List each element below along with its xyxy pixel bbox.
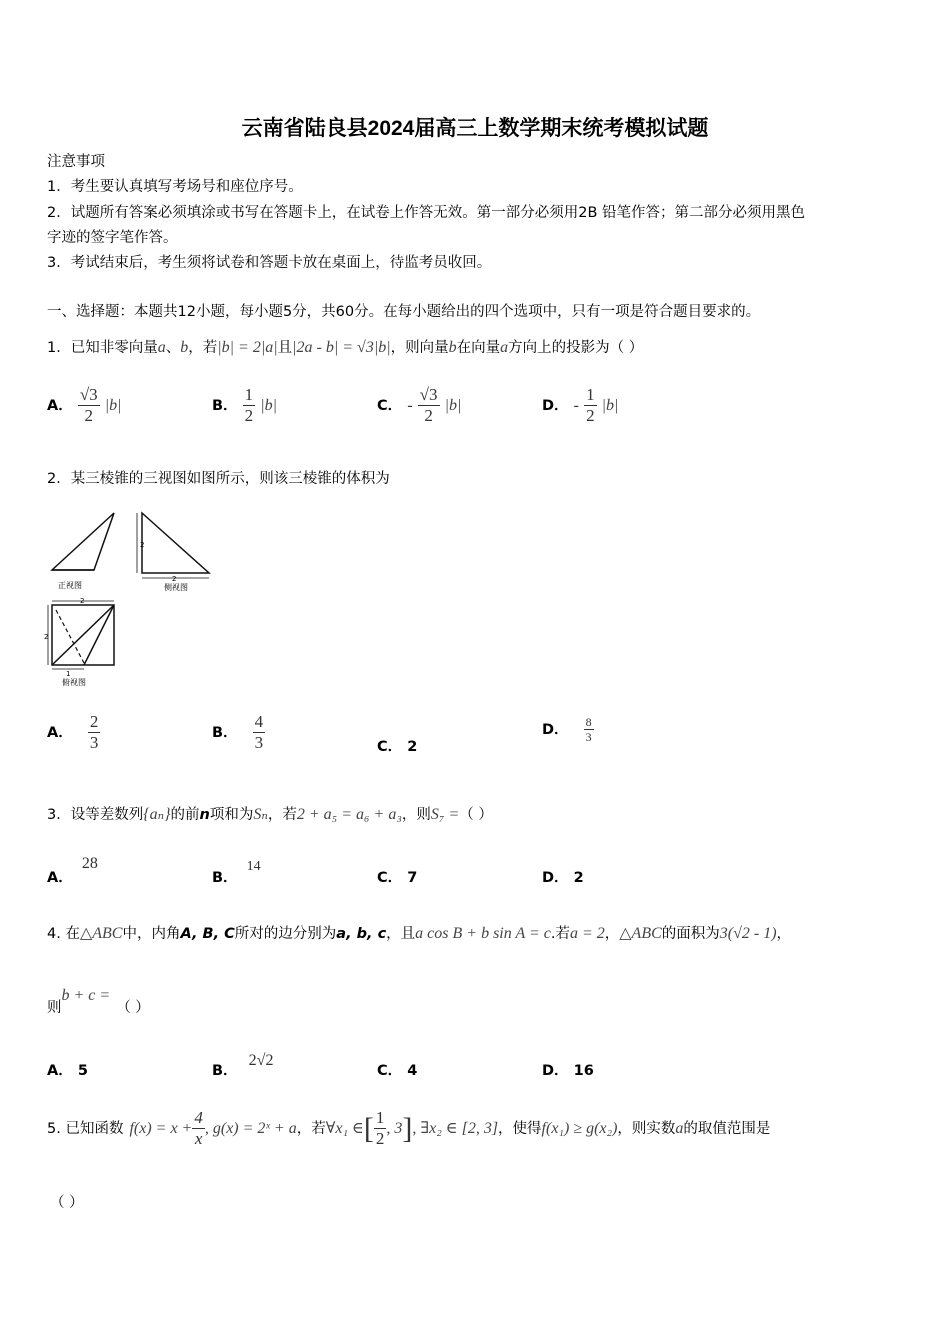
q3-option-d[interactable] [542,866,584,887]
option-value: 7 [407,870,418,886]
option-label: C． [377,739,403,755]
q4-text: ， [776,926,792,942]
q5-text: ，使得 [498,1120,542,1137]
option-value: 28 [81,855,98,872]
q5-text: ，若 [296,1120,326,1137]
q3-equation: 2 + a₅ = a₆ + a₃ [296,806,402,823]
q4-a-value: a = 2 [569,925,605,942]
question-4 [47,924,791,944]
top-base-dim: 1 [66,670,71,678]
q5-g: , g(x) = 2ˣ + a [204,1119,297,1137]
q5-text: ，则实数 [617,1120,676,1137]
q3-text: 项和为 [209,807,254,823]
side-height-dim: 2 [140,541,145,549]
q5-f-fraction: $\frac{4}{x}$ [194,1108,203,1148]
q5-text: 5. 已知函数 [47,1120,124,1137]
option-fraction: $\frac{8}{3}$ [585,715,592,744]
q4-option-c[interactable] [377,1059,417,1080]
q2-option-c[interactable] [377,735,417,756]
q1-var-a: a [157,339,166,356]
option-label: A． [47,870,73,886]
q1-condition-1: |b| = 2|a| [217,339,278,356]
q2-option-a[interactable] [47,712,100,753]
option-label: A． [47,1063,73,1079]
q4-text: （ ） [116,1000,150,1016]
q3-text: ，若 [267,807,297,823]
front-view-label: 正视图 [58,581,82,590]
q3-sequence: {aₙ} [143,806,171,823]
q1-text: 1．已知非零向量 [47,340,158,356]
option-fraction: $\frac{4}{3}$ [254,712,264,752]
notice-item-1: 1．考生要认真填写考场号和座位序号。 [47,179,303,195]
option-vector: |b| [444,397,462,414]
q1-text: ，则向量 [390,340,449,356]
q3-option-c[interactable] [377,866,417,887]
option-label: D． [542,722,569,738]
q4-triangle: △ABC [619,925,662,942]
option-label: B． [212,725,238,741]
option-label: A． [47,725,73,741]
option-label: A． [47,398,73,414]
q5-interval-end: , 3 [386,1119,403,1137]
q5-var-a: a [675,1119,684,1137]
option-fraction: $\frac{2}{3}$ [89,712,99,752]
option-label: D． [542,1063,569,1079]
q5-answer-paren: （ ） [50,1195,84,1211]
option-label: D． [542,870,569,886]
q1-condition-2: |2a - b| = √3|b| [292,339,391,356]
side-width-dim: 2 [172,575,177,583]
option-vector: |b| [260,397,278,414]
option-label: B． [212,1063,238,1079]
q1-text: 且 [277,340,293,356]
notice-heading: 注意事项 [47,154,105,170]
q1-option-d[interactable]: D． - $\frac{1}{2}$ |b| [542,385,619,425]
q1-option-b[interactable] [212,385,277,426]
notice-item-2-cont: 字迹的签字笔作答。 [47,230,178,246]
q1-sep: 、 [165,340,181,356]
q4-text: 的面积为 [661,926,720,942]
q3-s7: S₇ = [430,806,460,823]
option-fraction: $\frac{1}{2}$ [244,385,254,425]
section-heading: 一、选择题：本题共12小题，每小题5分，共60分。在每小题给出的四个选项中，只有一项是符合题目要求的。 [47,304,761,320]
top-view [48,601,114,669]
q2-option-b[interactable] [212,712,265,753]
q1-text: ，若 [188,340,218,356]
q4-option-b[interactable] [212,1052,274,1080]
notice-item-3: 3．考试结束后，考生须将试卷和答题卡放在桌面上，待监考员收回。 [47,255,492,271]
q4-text: ，且 [386,926,416,942]
option-label: C． [377,1063,403,1079]
q4-text: .若 [550,926,570,942]
q1-var-a: a [500,339,509,356]
option-value: 2 [407,739,418,755]
q3-sum: Sₙ [253,806,268,823]
q3-text: （ ） [459,807,493,823]
option-value: 2 [573,870,584,886]
q4-triangle: △ABC [79,925,123,942]
q2-option-d[interactable] [542,715,594,744]
side-view [137,513,209,578]
page-title: 云南省陆良县2024届高三上数学期末统考模拟试题 [241,117,709,140]
question-4-cont [47,987,150,1018]
option-value: 5 [77,1063,88,1079]
q4-bc: b + c = [61,987,111,1004]
q3-text: ，则 [401,807,431,823]
q1-var-b: b [180,339,189,356]
top-view-label: 俯视图 [62,678,86,687]
q4-option-a[interactable] [47,1059,88,1080]
q4-angles: A, B, C [180,926,235,942]
q4-text: 则 [47,1000,62,1016]
option-value: 16 [573,1063,594,1079]
option-label: C． [377,870,403,886]
q1-option-c[interactable]: C． - $\frac{√3}{2}$ |b| [377,385,462,425]
q4-text: 所对的边分别为 [234,926,337,942]
q4-text: ， [604,926,620,942]
option-fraction: $\frac{1}{2}$ [586,385,595,425]
option-value: 2√2 [248,1052,274,1069]
q1-text: 在向量 [456,340,501,356]
q1-option-a[interactable] [47,385,122,426]
q5-f: f(x) = x + [129,1119,193,1137]
q3-option-b[interactable] [212,859,261,887]
q1-var-b: b [448,339,457,356]
option-fraction: $\frac{√3}{2}$ [419,385,438,425]
q5-forall: ∀x₁ ∈ [325,1119,364,1137]
q4-option-d[interactable] [542,1059,594,1080]
q5-inequality: f(x₁) ≥ g(x₂) [541,1119,618,1137]
question-5: 5. 已知函数 f(x) = x + $\frac{4}{x}$ , g(x) = 2ˣ + a ，若 ∀x₁ ∈ [ $\frac{1}{2}$ , 3 ] , ∃x₂ ∈ [2, 3] ，使得 f(x₁) ≥ g(x₂) ，则实数 a 的取值范围是 [47,1108,771,1148]
q3-text: 3．设等差数列 [47,807,144,823]
option-label: B． [212,398,238,414]
side-view-label: 侧视图 [164,583,188,592]
top-height-dim: 2 [44,633,49,641]
q5-text: 的取值范围是 [683,1120,771,1137]
q3-text: 的前 [170,807,200,823]
option-label: C． [377,398,403,414]
q3-n: n [199,807,210,823]
option-label: D． [542,398,569,414]
option-vector: |b| [601,397,619,414]
q4-equation: a cos B + b sin A = c [415,925,551,942]
front-view [52,513,114,570]
q1-text: 方向上的投影为（ ） [508,340,644,356]
question-3 [47,805,493,825]
top-width-dim: 2 [80,597,85,605]
option-vector: |b| [104,397,122,414]
q5-exists: , ∃x₂ ∈ [2, 3] [412,1119,499,1137]
question-2: 2．某三棱锥的三视图如图所示，则该三棱锥的体积为 [47,471,390,487]
option-value: 14 [246,859,261,874]
q4-text: 4. 在 [47,926,80,942]
q5-interval-fraction: $\frac{1}{2}$ [375,1108,385,1148]
question-1 [47,338,643,358]
three-view-figure [44,505,224,690]
option-fraction: $\frac{√3}{2}$ [79,385,98,425]
q4-sides: a, b, c [336,926,387,942]
q3-option-a[interactable] [47,855,98,887]
notice-item-2: 2．试题所有答案必须填涂或书写在答题卡上，在试卷上作答无效。第一部分必须用2B 铅笔作答；第二部分必须用黑色 [47,205,806,221]
q4-text: 中，内角 [122,926,181,942]
q4-area: 3(√2 - 1) [719,925,777,942]
option-value: 4 [407,1063,418,1079]
option-label: B． [212,870,238,886]
